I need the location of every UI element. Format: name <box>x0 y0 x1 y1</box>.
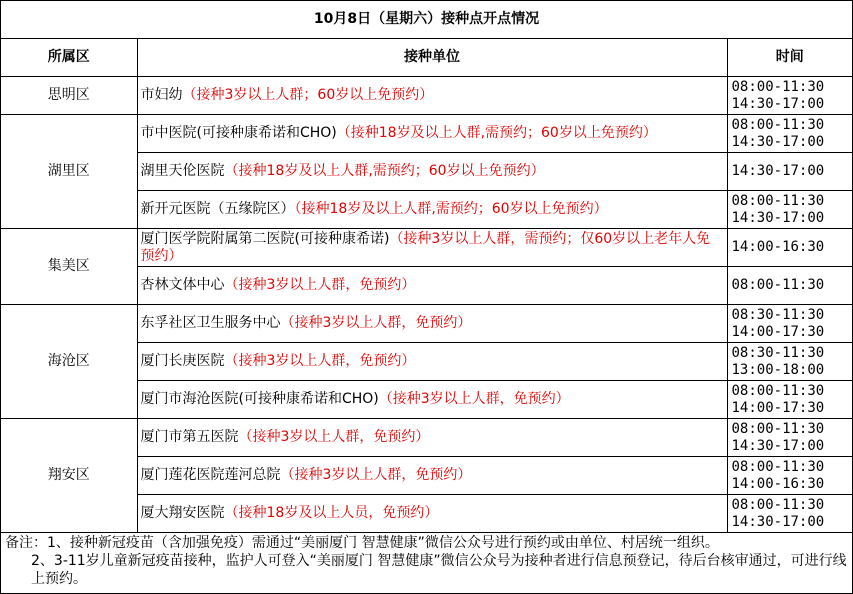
page-title: 10月8日（星期六）接种点开点情况 <box>1 1 852 39</box>
time-slot: 14:30-17:00 <box>731 209 825 226</box>
site-cell <box>137 153 727 191</box>
time-cell <box>727 419 852 457</box>
site-cell <box>137 115 727 153</box>
table-row <box>1 419 852 457</box>
footer-note-1: 备注：1、接种新冠疫苗（含加强免疫）需通过“美丽厦门 智慧健康”微信公众号进行预约或由单位、村居统一组织。 <box>5 535 719 551</box>
site-note: （接种18岁及以上人员，免预约） <box>224 505 439 521</box>
time-cell <box>727 457 852 495</box>
time-cell <box>727 381 852 419</box>
site-note: （接种3岁以上人群，免预约） <box>378 391 570 407</box>
site-name: 厦门医学院附属第二医院(可接种康希诺) <box>140 230 390 247</box>
schedule-table <box>1 1 852 533</box>
site-cell <box>137 305 727 343</box>
time-cell <box>727 115 852 153</box>
time-slot: 08:00-11:30 <box>731 277 825 293</box>
site-cell <box>137 77 727 115</box>
site-cell <box>137 419 727 457</box>
time-slot: 08:00-11:30 <box>731 382 825 399</box>
site-cell <box>137 229 727 267</box>
time-slot: 08:00-11:30 <box>731 458 825 475</box>
site-note: （接种3岁以上人群；60岁以上免预约） <box>182 87 434 103</box>
table-row <box>1 305 852 343</box>
time-cell <box>727 229 852 267</box>
time-cell <box>727 495 852 533</box>
site-name: 新开元医院（五缘院区） <box>140 201 295 217</box>
time-slot: 14:30-17:00 <box>731 95 825 112</box>
table-row <box>1 77 852 115</box>
time-slot: 14:30-17:00 <box>731 513 825 530</box>
time-slot: 14:00-17:30 <box>731 323 825 340</box>
time-slot: 13:00-18:00 <box>731 361 825 378</box>
time-cell <box>727 77 852 115</box>
site-cell <box>137 457 727 495</box>
site-note: （接种3岁以上人群，免预约） <box>280 315 472 331</box>
site-cell <box>137 343 727 381</box>
site-name: 厦门莲花医院莲河总院 <box>140 467 281 483</box>
site-cell <box>137 495 727 533</box>
site-note: （接种3岁以上人群，免预约） <box>224 277 416 293</box>
time-slot: 08:00-11:30 <box>731 78 825 95</box>
district-cell: 翔安区 <box>1 419 137 533</box>
footer-note-2: 2、3-11岁儿童新冠疫苗接种，监护人可登入“美丽厦门 智慧健康”微信公众号为接种者进行信息预登记，待后台核审通过，可进行线上预约。 <box>31 553 847 587</box>
time-slot: 14:00-16:30 <box>731 475 825 492</box>
time-slot: 08:00-11:30 <box>731 496 825 513</box>
time-cell <box>727 305 852 343</box>
table-row <box>1 229 852 267</box>
time-slot: 14:00-16:30 <box>731 239 825 255</box>
time-cell <box>727 343 852 381</box>
site-name: 湖里天伦医院 <box>140 163 225 179</box>
site-note: （接种18岁及以上人群,需预约；60岁以上免预约） <box>294 201 608 217</box>
header-district: 所属区 <box>1 39 137 77</box>
table-row <box>1 115 852 153</box>
time-slot: 08:30-11:30 <box>731 306 825 323</box>
site-name: 厦门市第五医院 <box>140 429 239 445</box>
time-slot: 08:00-11:30 <box>731 116 825 133</box>
time-slot: 14:30-17:00 <box>731 437 825 454</box>
time-slot: 08:30-11:30 <box>731 344 825 361</box>
site-cell <box>137 381 727 419</box>
site-note: （接种18岁及以上人群,需预约；60岁以上免预约） <box>336 125 657 141</box>
time-slot: 08:00-11:30 <box>731 420 825 437</box>
site-name: 东孚社区卫生服务中心 <box>140 315 281 331</box>
header-time: 时间 <box>727 39 852 77</box>
time-cell <box>727 191 852 229</box>
site-note: （接种3岁以上人群，免预约） <box>224 353 416 369</box>
time-cell <box>727 153 852 191</box>
header-row <box>1 39 852 77</box>
district-cell: 湖里区 <box>1 115 137 229</box>
footer-notes <box>1 533 852 588</box>
site-note: （接种3岁以上人群，免预约） <box>280 467 472 483</box>
site-name: 厦大翔安医院 <box>140 505 225 521</box>
title-row <box>1 1 852 39</box>
site-name: 厦门市海沧医院(可接种康希诺和CHO) <box>140 391 379 407</box>
time-slot: 08:00-11:30 <box>731 192 825 209</box>
site-name: 杏林文体中心 <box>140 277 225 293</box>
site-note: （接种3岁以上人群，免预约） <box>238 429 430 445</box>
site-cell <box>137 191 727 229</box>
site-name: 市妇幼 <box>140 87 183 103</box>
site-name: 厦门长庚医院 <box>140 353 225 369</box>
time-slot: 14:30-17:00 <box>731 163 825 179</box>
site-note: （接种3岁以上人群，需预约；仅60岁以上老年人免预约） <box>140 230 711 264</box>
district-cell: 海沧区 <box>1 305 137 419</box>
header-site: 接种单位 <box>137 39 727 77</box>
district-cell: 思明区 <box>1 77 137 115</box>
time-slot: 14:30-17:00 <box>731 133 825 150</box>
site-cell <box>137 267 727 305</box>
district-cell: 集美区 <box>1 229 137 305</box>
time-cell <box>727 267 852 305</box>
time-slot: 14:00-17:30 <box>731 399 825 416</box>
site-name: 市中医院(可接种康希诺和CHO) <box>140 125 337 141</box>
site-note: （接种18岁及以上人群,需预约；60岁以上免预约） <box>224 163 545 179</box>
